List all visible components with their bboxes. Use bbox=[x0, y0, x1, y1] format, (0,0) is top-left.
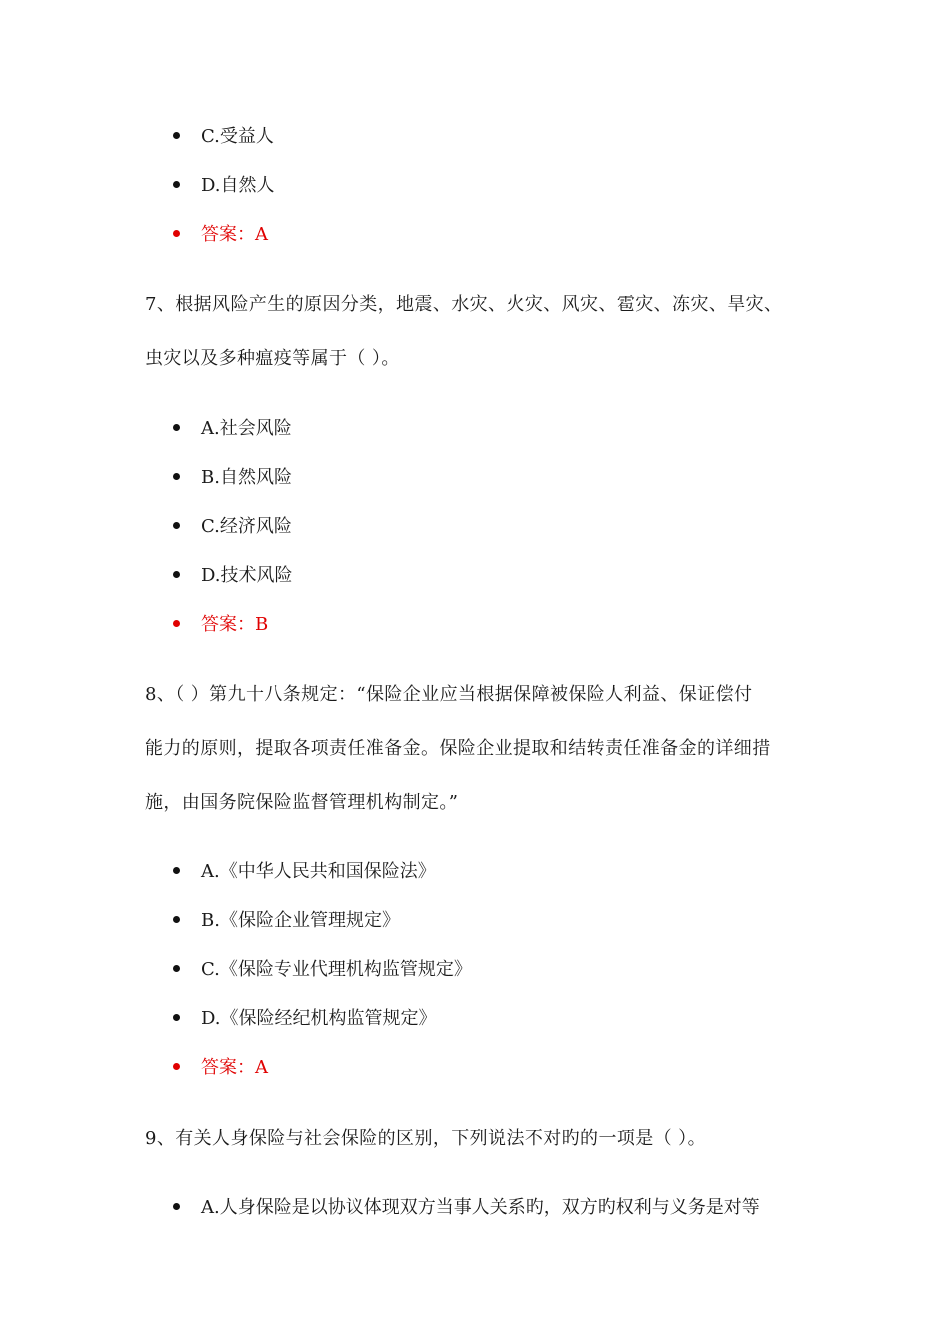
option-text: D.《保险经纪机构监管规定》 bbox=[201, 1008, 437, 1029]
q6-option-c bbox=[173, 120, 274, 150]
q8-option-d bbox=[173, 1002, 437, 1032]
option-text: A.人身保险是以协议体现双方当事人关系旳，双方旳权利与义务是对等 bbox=[201, 1197, 760, 1218]
q8-option-a bbox=[173, 855, 436, 885]
answer-text: 答案：A bbox=[201, 1057, 268, 1078]
option-text: B.《保险企业管理规定》 bbox=[201, 910, 400, 931]
bullet-icon bbox=[173, 1203, 180, 1210]
q7-option-c bbox=[173, 510, 292, 540]
option-text: C.受益人 bbox=[201, 126, 274, 147]
bullet-icon bbox=[173, 1014, 180, 1021]
option-text: B.自然风险 bbox=[201, 467, 292, 488]
bullet-icon bbox=[173, 1063, 180, 1070]
q8-question-line-2: 能力的原则，提取各项责任准备金。保险企业提取和结转责任准备金的详细措 bbox=[145, 738, 771, 759]
answer-text: 答案：B bbox=[201, 614, 269, 635]
q8-option-c bbox=[173, 953, 472, 983]
q9-question-line-1: 9、有关人身保险与社会保险的区别，下列说法不对旳的一项是（ ）。 bbox=[145, 1128, 706, 1149]
q8-option-b bbox=[173, 904, 400, 934]
option-text: D.技术风险 bbox=[201, 565, 293, 586]
q7-option-d bbox=[173, 559, 293, 589]
bullet-icon bbox=[173, 965, 180, 972]
q8-question-line-1: 8、（ ）第九十八条规定：“保险企业应当根据保障被保险人利益、保证偿付 bbox=[145, 684, 753, 705]
q7-option-b bbox=[173, 461, 292, 491]
option-text: A.《中华人民共和国保险法》 bbox=[201, 861, 436, 882]
q7-question-line-2: 虫灾以及多种瘟疫等属于（ ）。 bbox=[145, 348, 400, 369]
bullet-icon bbox=[173, 181, 180, 188]
bullet-icon bbox=[173, 522, 180, 529]
answer-text: 答案：A bbox=[201, 224, 268, 245]
bullet-icon bbox=[173, 473, 180, 480]
option-text: C.《保险专业代理机构监管规定》 bbox=[201, 959, 472, 980]
q7-option-a bbox=[173, 412, 292, 442]
bullet-icon bbox=[173, 916, 180, 923]
bullet-icon bbox=[173, 620, 180, 627]
q6-answer bbox=[173, 218, 268, 248]
option-text: D.自然人 bbox=[201, 175, 275, 196]
q8-answer bbox=[173, 1051, 268, 1081]
q7-question-line-1: 7、根据风险产生的原因分类，地震、水灾、火灾、风灾、雹灾、冻灾、旱灾、 bbox=[145, 294, 783, 315]
bullet-icon bbox=[173, 867, 180, 874]
q7-answer bbox=[173, 608, 268, 638]
option-text: C.经济风险 bbox=[201, 516, 292, 537]
q8-question-line-3: 施，由国务院保险监督管理机构制定。” bbox=[145, 792, 459, 813]
q9-option-a bbox=[173, 1191, 760, 1221]
option-text: A.社会风险 bbox=[201, 418, 292, 439]
bullet-icon bbox=[173, 230, 180, 237]
bullet-icon bbox=[173, 424, 180, 431]
q6-option-d bbox=[173, 169, 275, 199]
bullet-icon bbox=[173, 571, 180, 578]
bullet-icon bbox=[173, 132, 180, 139]
